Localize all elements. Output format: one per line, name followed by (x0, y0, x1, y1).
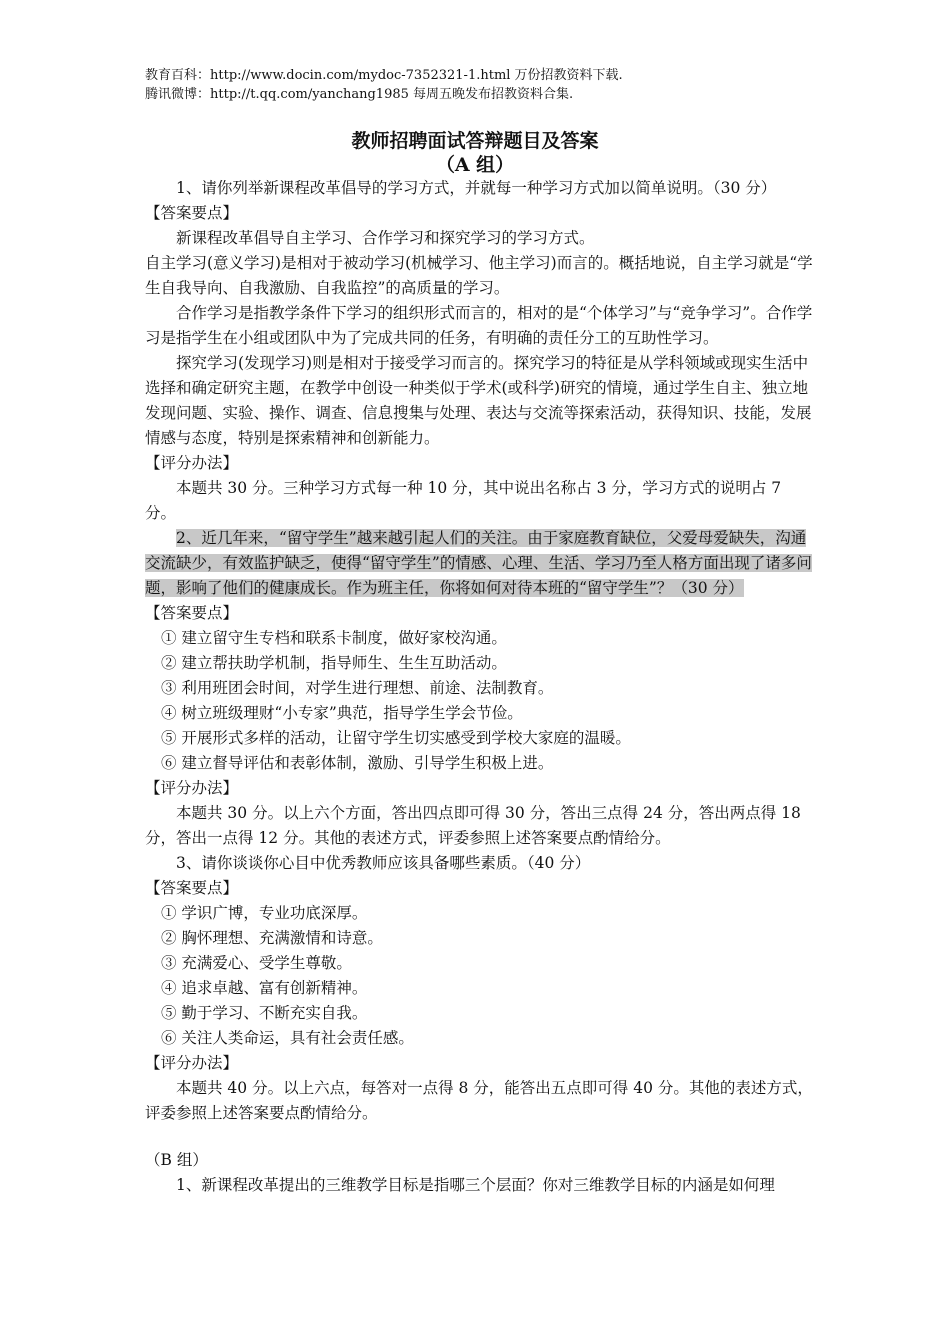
question-1: 1、请你列举新课程改革倡导的学习方式，并就每一种学习方式加以简单说明。（30 分） (176, 179, 777, 197)
question-3: 3、请你谈谈你心目中优秀教师应该具备哪些素质。（40 分） (176, 854, 591, 872)
document-title: 教师招聘面试答辩题目及答案 (351, 130, 599, 152)
answer-label: 【答案要点】 (145, 204, 239, 222)
header-line-weibo: 腾讯微博：http://t.qq.com/yanchang1985 每周五晚发布招教资料合集. (145, 87, 574, 102)
q2-item: ① 建立留守生专档和联系卡制度，做好家校沟通。 (161, 629, 507, 647)
q1-answer-intro: 新课程改革倡导自主学习、合作学习和探究学习的学习方式。 (176, 229, 595, 247)
q1-answer-inquiry: 探究学习(发现学习)则是相对于接受学习而言的。探究学习的特征是从学科领域或现实生活中选择和确定研究主题，在教学中创设一种类似于学术(或科学)研究的情境，通过学生自主、独立地发现问题、实验、操作、调查、信息搜集与处理、表达与交流等探索活动，获得知识、技能，发展情感与态度，特别是探索精神和创新能力。 (145, 354, 812, 447)
group-b-question-1: 1、新课程改革提出的三维教学目标是指哪三个层面？你对三维教学目标的内涵是如何理 (176, 1176, 775, 1194)
q1-answer-cooperative: 合作学习是指教学条件下学习的组织形式而言的，相对的是“个体学习”与“竞争学习”。合作学习是指学生在小组或团队中为了完成共同的任务，有明确的责任分工的互助性学习。 (145, 304, 813, 347)
q3-item: ④ 追求卓越、富有创新精神。 (161, 979, 368, 997)
q2-item: ⑥ 建立督导评估和表彰体制，激励、引导学生积极上进。 (161, 754, 554, 772)
document-body (145, 176, 815, 1198)
q2-item: ⑤ 开展形式多样的活动，让留守学生切实感受到学校大家庭的温暖。 (161, 729, 631, 747)
q3-item: ② 胸怀理想、充满激情和诗意。 (161, 929, 383, 947)
group-a-heading: （A 组） (435, 154, 515, 176)
q3-item: ① 学识广博，专业功底深厚。 (161, 904, 368, 922)
q2-scoring: 本题共 30 分。以上六个方面，答出四点即可得 30 分，答出三点得 24 分，答出两点得 18 分，答出一点得 12 分。其他的表述方式，评委参照上述答案要点酌情给分。 (145, 804, 801, 847)
answer-label: 【答案要点】 (145, 604, 239, 622)
answer-label: 【答案要点】 (145, 879, 239, 897)
q3-item: ⑤ 勤于学习、不断充实自我。 (161, 1004, 368, 1022)
q3-item: ③ 充满爱心、受学生尊敬。 (161, 954, 352, 972)
scoring-label: 【评分办法】 (145, 1054, 239, 1072)
q1-scoring: 本题共 30 分。三种学习方式每一种 10 分，其中说出名称占 3 分，学习方式的说明占 7 分。 (145, 479, 782, 522)
q2-item: ③ 利用班团会时间，对学生进行理想、前途、法制教育。 (161, 679, 554, 697)
scoring-label: 【评分办法】 (145, 454, 239, 472)
section-gap (145, 1126, 815, 1148)
page-header (145, 66, 623, 104)
q3-scoring: 本题共 40 分。以上六点，每答对一点得 8 分，能答出五点即可得 40 分。其他的表述方式，评委参照上述答案要点酌情给分。 (145, 1079, 813, 1122)
q2-item: ④ 树立班级理财“小专家”典范，指导学生学会节俭。 (161, 704, 523, 722)
scoring-label: 【评分办法】 (145, 779, 239, 797)
q2-item: ② 建立帮扶助学机制，指导师生、生生互助活动。 (161, 654, 507, 672)
group-b-heading: （B 组） (145, 1151, 208, 1169)
question-2 (145, 526, 815, 601)
header-line-docin: 教育百科：http://www.docin.com/mydoc-7352321-1.html 万份招教资料下载. (145, 68, 623, 83)
q3-item: ⑥ 关注人类命运，具有社会责任感。 (161, 1029, 414, 1047)
question-2-highlight: 2、近几年来，“留守学生”越来越引起人们的关注。由于家庭教育缺位，父爱母爱缺失，沟通交流缺少，有效监护缺乏，使得“留守学生”的情感、心理、生活、学习乃至人格方面出现了诸多问题，影响了他们的健康成长。作为班主任，你将如何对待本班的“留守学生”？（30 分） (145, 529, 812, 597)
q1-answer-autonomous: 自主学习(意义学习)是相对于被动学习(机械学习、他主学习)而言的。概括地说，自主学习就是“学生自我导向、自我激励、自我监控”的高质量的学习。 (145, 254, 813, 297)
